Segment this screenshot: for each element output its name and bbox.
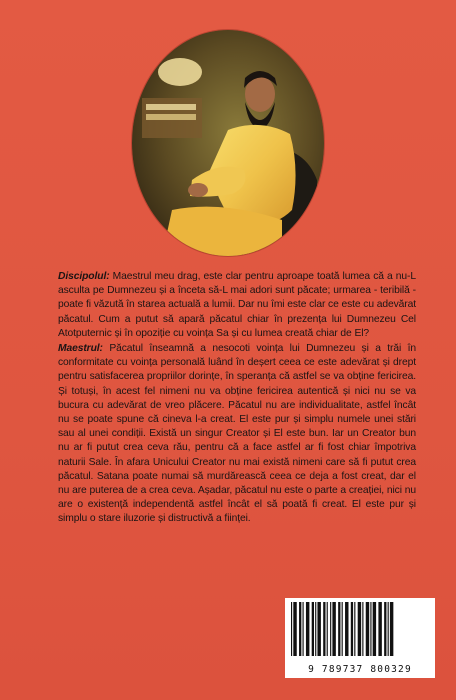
barcode-bar bbox=[299, 602, 301, 656]
paragraph-text: Păcatul înseamnă a nesocoti voința lui Dumnezeu și a trăi în conformitate cu voința personală luând în deșert ceea ce este adevărat și drept pentru satisfacerea propriilor dorințe, în speranța că astfel se va obține fericirea. Și totuși, în acest fel nimeni nu va obține fericirea autentică și nici nu se va bucura cu adevărat de vreo plăcere. Păcatul nu are individualitate, astfel încât nu se poate spune că cineva l-a creat. El este pur și simplu numele unei stări sau al unei condiții. Există un singur Creator și El este bun. Iar un Creator bun nu ar fi putut crea ceva rău, pentru că a face astfel ar fi fost chiar împotriva naturii Sale. În afara Unicului Creator nu mai există nimeni care să fi putut crea păcatul. Satana poate numai să murdărească ceea ce deja a fost creat, dar el nu are puterea de a crea ceva. Așadar, păcatul nu este o parte a creației, nici nu are o existență independentă astfel încât el să poată fi creat. El este pur și simplu o stare iluzorie și distructivă a ființei. bbox=[58, 343, 416, 525]
paragraph-text: Maestrul meu drag, este clar pentru aproape toată lumea că a nu-L asculta pe Dumnezeu și a înceta să-L mai adori sunt păcate; urmarea - teribilă - poate fi văzută în starea actuală a lumii. Dar nu îmi este clar ce este cu adevărat păcatul. Cum a putut să apară păcatul chiar în prezența lui Dumnezeu Cel Atotputernic și în opoziție cu voința Sa și cu lumea creată chiar de El? bbox=[58, 271, 416, 339]
barcode-bar bbox=[317, 602, 320, 656]
isbn-barcode bbox=[285, 598, 435, 678]
barcode-bar bbox=[315, 602, 316, 656]
barcode-bar bbox=[366, 602, 369, 656]
barcode-bar bbox=[330, 602, 331, 656]
barcode-bar bbox=[373, 602, 376, 656]
barcode-bar bbox=[345, 602, 348, 656]
barcode-bar bbox=[323, 602, 325, 656]
author-portrait bbox=[132, 30, 324, 256]
barcode-bar bbox=[384, 602, 386, 656]
barcode-bar bbox=[390, 602, 393, 656]
barcode-bar bbox=[370, 602, 371, 656]
barcode-bar bbox=[342, 602, 343, 656]
speaker-label: Discipolul: bbox=[58, 271, 110, 282]
portrait-photo-icon bbox=[132, 30, 324, 256]
barcode-bar bbox=[351, 602, 353, 656]
speaker-label: Maestrul: bbox=[58, 343, 103, 355]
barcode-bar bbox=[378, 602, 381, 656]
dialogue-paragraph-disciple bbox=[58, 270, 416, 341]
barcode-bar bbox=[312, 602, 314, 656]
isbn-number: 9 789737 800329 bbox=[308, 664, 412, 675]
barcode-bar bbox=[358, 602, 361, 656]
barcode-icon bbox=[289, 602, 431, 656]
barcode-bar bbox=[327, 602, 328, 656]
dialogue-text bbox=[58, 270, 416, 527]
barcode-bar bbox=[388, 602, 389, 656]
barcode-bar bbox=[293, 602, 296, 656]
barcode-bar bbox=[332, 602, 335, 656]
barcode-bar bbox=[362, 602, 363, 656]
dialogue-paragraph-master bbox=[58, 342, 416, 527]
barcode-bar bbox=[303, 602, 304, 656]
barcode-bar bbox=[306, 602, 309, 656]
barcode-bar bbox=[354, 602, 355, 656]
barcode-bar bbox=[338, 602, 340, 656]
barcode-bar bbox=[291, 602, 292, 656]
